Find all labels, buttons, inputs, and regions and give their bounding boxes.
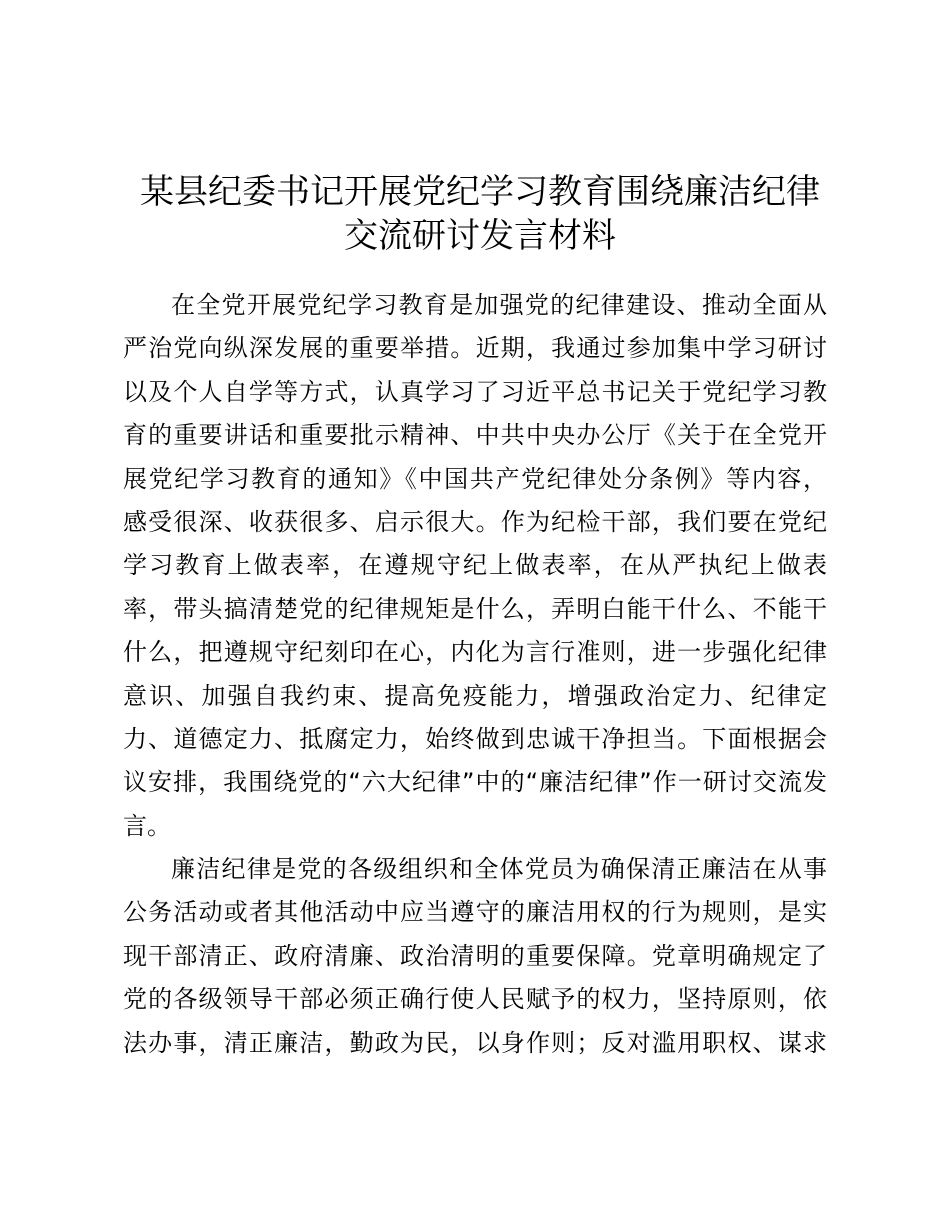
paragraph-line: 育的重要讲话和重要批示精神、中共中央办公厅《关于在全党开 bbox=[123, 421, 827, 450]
paragraph-line: 党的各级领导干部必须正确行使人民赋予的权力，坚持原则，依 bbox=[123, 985, 827, 1014]
paragraph-line: 率，带头搞清楚党的纪律规矩是什么，弄明白能干什么、不能干 bbox=[123, 594, 827, 623]
paragraph-line: 力、道德定力、抵腐定力，始终做到忠诚干净担当。下面根据会 bbox=[123, 724, 827, 753]
paragraph-line: 廉洁纪律是党的各级组织和全体党员为确保清正廉洁在从事 bbox=[171, 855, 827, 884]
title-line: 某县纪委书记开展党纪学习教育围绕廉洁纪律 bbox=[140, 172, 820, 212]
paragraph-line: 法办事，清正廉洁，勤政为民，以身作则；反对滥用职权、谋求 bbox=[123, 1028, 827, 1057]
paragraph-line: 意识、加强自我约束、提高免疫能力，增强政治定力、纪律定 bbox=[123, 681, 827, 710]
paragraph-line: 展党纪学习教育的通知》《中国共产党纪律处分条例》等内容， bbox=[123, 464, 827, 493]
paragraph-1 bbox=[123, 284, 827, 848]
paragraph-line: 感受很深、收获很多、启示很大。作为纪检干部，我们要在党纪 bbox=[123, 507, 827, 536]
paragraph-line: 严治党向纵深发展的重要举措。近期，我通过参加集中学习研讨 bbox=[123, 334, 827, 363]
paragraph-line: 公务活动或者其他活动中应当遵守的廉洁用权的行为规则，是实 bbox=[123, 898, 827, 927]
paragraph-line: 在全党开展党纪学习教育是加强党的纪律建设、推动全面从 bbox=[171, 291, 827, 319]
title-line: 交流研讨发言材料 bbox=[344, 216, 616, 256]
paragraph-line: 议安排，我围绕党的“六大纪律”中的“廉洁纪律”作一研讨交流发 bbox=[123, 768, 827, 797]
document-title bbox=[100, 170, 860, 258]
paragraph-line: 言。 bbox=[123, 811, 171, 840]
paragraph-line: 什么，把遵规守纪刻印在心，内化为言行准则，进一步强化纪律 bbox=[123, 638, 827, 667]
paragraph-line: 学习教育上做表率，在遵规守纪上做表率，在从严执纪上做表 bbox=[123, 551, 827, 580]
paragraph-line: 以及个人自学等方式，认真学习了习近平总书记关于党纪学习教 bbox=[123, 377, 827, 406]
document-body bbox=[123, 284, 827, 1065]
paragraph-2 bbox=[123, 848, 827, 1065]
paragraph-line: 现干部清正、政府清廉、政治清明的重要保障。党章明确规定了 bbox=[123, 941, 827, 970]
